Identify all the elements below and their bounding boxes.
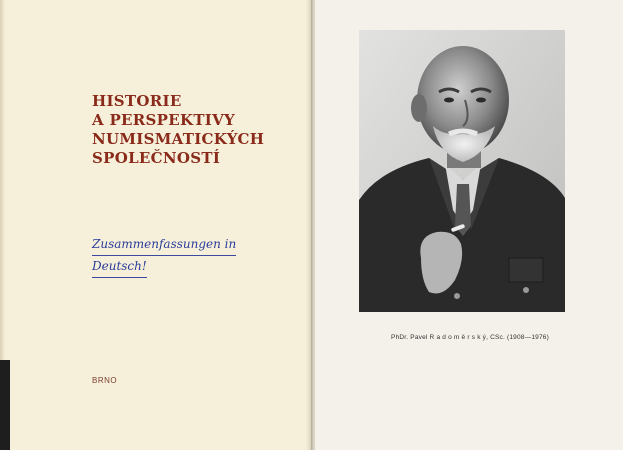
- library-label-strip: [0, 360, 10, 450]
- title-line: SPOLEČNOSTÍ: [92, 149, 221, 167]
- page-edge: [0, 0, 5, 360]
- title-line: A PERSPEKTIVY: [92, 111, 236, 129]
- portrait-photo: [359, 30, 565, 312]
- handwritten-note: [92, 234, 236, 278]
- handwritten-line: Deutsch!: [92, 256, 147, 278]
- title-line: HISTORIE: [92, 92, 182, 110]
- title-line: NUMISMATICKÝCH: [92, 130, 265, 148]
- book-title: [92, 92, 264, 168]
- publication-city: BRNO: [92, 376, 118, 385]
- portrait-caption: PhDr. Pavel R a d o m ě r s k ý, CSc. (1908—1976): [391, 334, 549, 341]
- handwritten-line: Zusammenfassungen in: [92, 234, 236, 256]
- frontispiece-page: [313, 0, 623, 450]
